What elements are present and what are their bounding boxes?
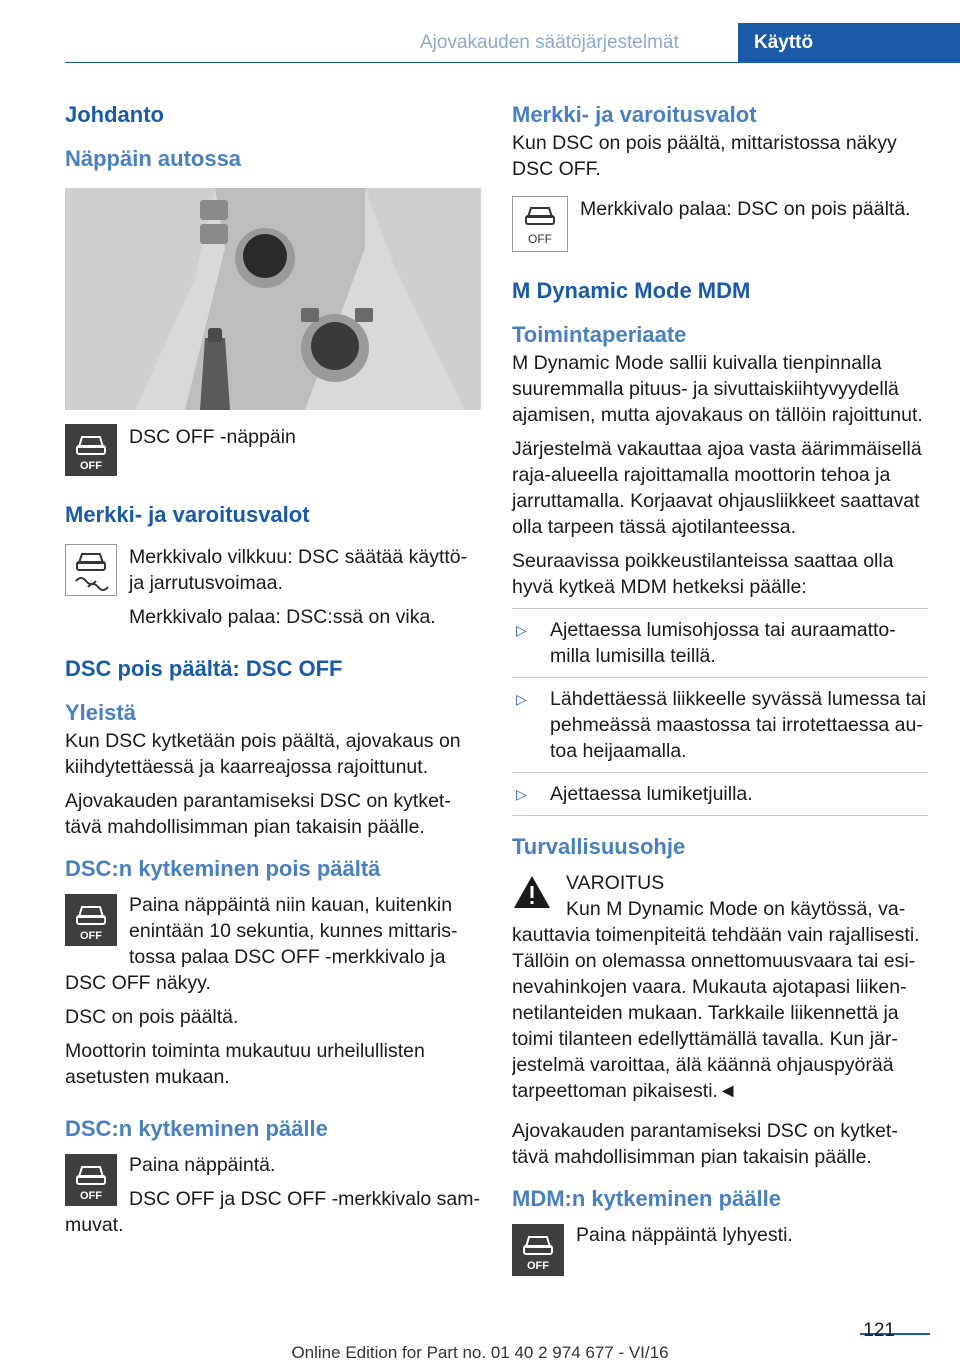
bullet-arrow-icon: ▷ <box>516 691 527 707</box>
heading-safety: Turvallisuusohje <box>512 834 686 859</box>
light-on-fault-text: Merkkivalo palaa: DSC:ssä on vika. <box>129 606 436 628</box>
dsc-off-button-icon-3 <box>65 1154 117 1206</box>
console-photo <box>65 188 481 410</box>
center-console-illustration <box>65 188 481 410</box>
edition-text: Online Edition for Part no. 01 40 2 974 677 - VI/16 <box>291 1343 669 1362</box>
principle-paragraph-1: M Dynamic Mode sallii kuivalla tienpinnalla suuremmalla pituus- ja sivuttaiskiihtyvyydellä ajamisen, mutta ajovakaus on tällöin rajoittunut. <box>512 352 923 426</box>
heading-switch-off: DSC:n kytkeminen pois päältä <box>65 856 381 881</box>
mdm-on-paragraph-1: Paina näppäintä lyhyesti. <box>576 1224 793 1246</box>
heading-mdm-on: MDM:n kytkeminen päälle <box>512 1186 781 1211</box>
heading-intro: Johdanto <box>65 102 164 127</box>
divider <box>512 772 928 773</box>
right-column <box>512 100 928 1280</box>
warning-title: VAROITUS <box>566 872 665 894</box>
off-label: OFF <box>527 1260 549 1272</box>
off-label: OFF <box>80 1190 102 1202</box>
left-column <box>65 100 481 1238</box>
principle-paragraph-2: Järjestelmä vakauttaa ajoa vasta äärimmäisellä raja-alueella rajoittamalla moottorin tehoa ja jarruttamalla. Korjaavat ohjausliikkeet saattavat olla tarpeen tässä ajotilanteessa. <box>512 438 922 538</box>
general-paragraph-2: Ajovakauden parantamiseksi DSC on kytkettävä mahdollisimman pian takaisin päälle. <box>65 790 451 838</box>
heading-switch-on: DSC:n kytkeminen päälle <box>65 1116 328 1141</box>
list-item: ▷ Ajettaessa lumisohjossa tai auraamattomilla lumisilla teillä. <box>512 617 928 669</box>
heading-general: Yleistä <box>65 700 136 725</box>
divider <box>512 677 928 678</box>
divider <box>512 815 928 816</box>
heading-dsc-off: DSC pois päältä: DSC OFF <box>65 656 343 681</box>
heading-principle: Toimintaperiaate <box>512 322 687 347</box>
header-section-title: Ajovakauden säätöjärjestelmät <box>420 32 679 53</box>
heading-button-in-car: Näppäin autossa <box>65 146 242 171</box>
divider <box>512 608 928 609</box>
general-paragraph-1: Kun DSC kytketään pois päältä, ajovakaus on kiihdytettäessä ja kaarreajossa rajoittunut. <box>65 730 461 778</box>
bullet-arrow-icon: ▷ <box>516 786 527 802</box>
caption-dsc-off-button: DSC OFF -näppäin <box>129 426 296 448</box>
switch-on-paragraph-2: DSC OFF ja DSC OFF -merkkivalo sammuvat. <box>65 1188 481 1236</box>
warning-triangle-icon <box>512 874 552 910</box>
light-blinking-text: Merkkivalo vilkkuu: DSC säätää käyttö- ja jarrutusvoimaa. <box>129 546 468 594</box>
heading-mdm: M Dynamic Mode MDM <box>512 278 751 303</box>
switch-off-paragraph-1: Paina näppäintä niin kauan, kuitenkin enintään 10 sekuntia, kunnes mittaristossa palaa DSC OFF -merkkivalo ja DSC OFF näkyy. <box>65 894 458 994</box>
switch-off-paragraph-3: Moottorin toiminta mukautuu urheilullisten asetusten mukaan. <box>65 1040 425 1088</box>
dsc-off-button-icon <box>65 424 117 476</box>
list-item: ▷ Ajettaessa lumiketjuilla. <box>512 781 928 807</box>
dsc-off-light-icon <box>512 196 568 252</box>
principle-paragraph-3: Seuraavissa poikkeustilanteissa saattaa olla hyvä kytkeä MDM hetkeksi päälle: <box>512 550 894 598</box>
dsc-off-button-icon-2 <box>65 894 117 946</box>
list-item: ▷ Lähdettäessä liikkeelle syvässä lumessa tai pehmeässä maastossa tai irrotettaessa autoa heijaamalla. <box>512 686 928 764</box>
off-label: OFF <box>80 460 102 472</box>
off-label: OFF <box>528 232 552 246</box>
dsc-warning-light-icon <box>65 544 117 596</box>
dsc-off-button-icon-4 <box>512 1224 564 1276</box>
switch-on-paragraph-1: Paina näppäintä. <box>129 1154 276 1176</box>
header-tab: Käyttö <box>738 23 960 62</box>
heading-indicator-lights-right: Merkki- ja varoitusvalot <box>512 102 757 127</box>
off-label: OFF <box>80 930 102 942</box>
switch-off-paragraph-2: DSC on pois päältä. <box>65 1006 239 1028</box>
lights-paragraph-1: Kun DSC on pois päältä, mittaristossa näkyy DSC OFF. <box>512 132 897 180</box>
warning-text: Kun M Dynamic Mode on käytössä, vakauttavia toimenpiteitä tehdään vain rajallisesti. Tällöin on olemassa onnettomuusvaara tai esinevahinkojen vaara. Mukauta ajotapasi liikennetilanteiden mukaan. Tarkkaile liikennettä ja toimi tilanteen edellyttämällä tavalla. Kun järjestelmä varoittaa, älä käännä ohjauspyörää tarpeettoman pikaisesti.◄ <box>512 898 920 1102</box>
bullet-arrow-icon: ▷ <box>516 622 527 638</box>
light-off-text: Merkkivalo palaa: DSC on pois päältä. <box>580 198 911 220</box>
page-number: 121 <box>863 1320 895 1341</box>
heading-indicator-lights: Merkki- ja varoitusvalot <box>65 502 310 527</box>
after-warning-paragraph: Ajovakauden parantamiseksi DSC on kytkettävä mahdollisimman pian takaisin päälle. <box>512 1120 898 1168</box>
